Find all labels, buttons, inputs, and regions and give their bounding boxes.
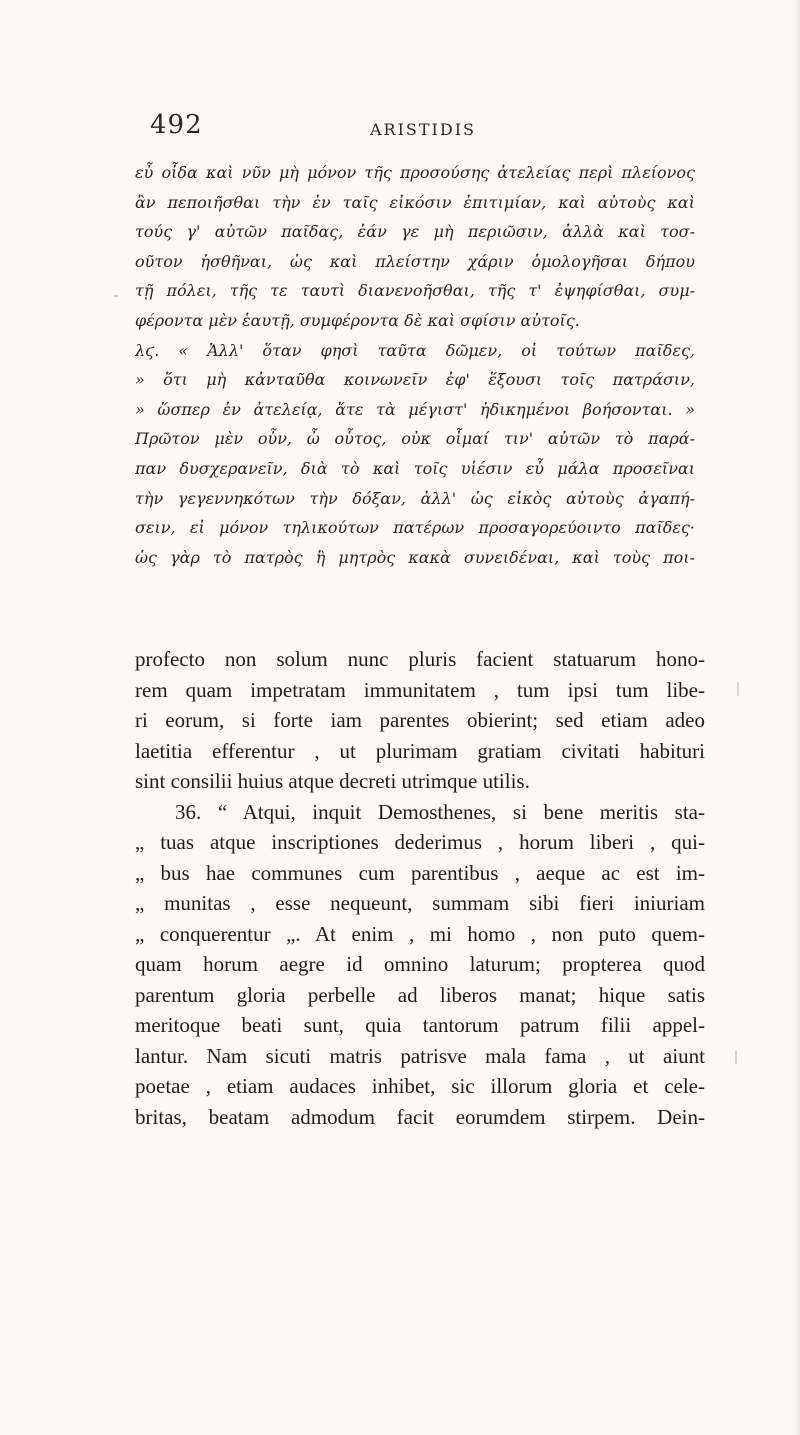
greek-line: φέροντα μὲν ἑαυτῇ, συμφέροντα δὲ καὶ σφίσιν αὐτοῖς. <box>135 310 580 330</box>
greek-line: ὡς γὰρ τὸ πατρὸς ἢ μητρὸς κακὰ συνειδέναι, καὶ τοὺς ποι- <box>135 547 695 567</box>
latin-text-block <box>135 644 705 1132</box>
latin-line: meritoque beati sunt, quia tantorum patrum filii appel- <box>135 1013 705 1037</box>
latin-line: sint consilii huius atque decreti utrimque utilis. <box>135 769 530 793</box>
greek-line: σειν, εἰ μόνον τηλικούτων πατέρων προσαγορεύοιντο παῖδες· <box>135 518 695 538</box>
greek-line: παν δυσχερανεῖν, διὰ τὸ καὶ τοῖς υἱέσιν εὖ μάλα προσεῖναι <box>135 458 695 478</box>
latin-line: parentum gloria perbelle ad liberos manat; hique satis <box>135 982 705 1007</box>
latin-line: laetitia efferentur , ut plurimam gratiam civitati habituri <box>135 738 705 763</box>
greek-line: τῇ πόλει, τῆς τε ταυτὶ διανενοῆσθαι, τῆς τ' ἐψηφίσθαι, συμ- <box>135 281 695 301</box>
page-number: 492 <box>150 110 203 140</box>
greek-line: τὴν γεγεννηκότων τὴν δόξαν, ἀλλ' ὡς εἰκὸς αὐτοὺς ἀγαπή- <box>135 488 695 508</box>
greek-line: οῦτον ἡσθῆναι, ὡς καὶ πλείστην χάριν ὁμολογῆσαι δήπου <box>135 251 695 271</box>
latin-line: „ bus hae communes cum parentibus , aeque ac est im- <box>135 860 705 885</box>
greek-line: λϛ. « Ἀλλ' ὅταν φησὶ ταῦτα δῶμεν, οἱ τούτων παῖδες, <box>135 340 695 360</box>
latin-line: quam horum aegre id omnino laturum; propterea quod <box>135 952 705 976</box>
greek-line: » ὥσπερ ἐν ἀτελείᾳ, ἅτε τὰ μέγιστ' ἠδικημένοι βοήσονται. » <box>135 399 695 419</box>
latin-line: britas, beatam admodum facit eorumdem stirpem. Dein- <box>135 1104 705 1129</box>
latin-line: 36. “ Atqui, inquit Demosthenes, si bene meritis sta- <box>175 799 705 824</box>
greek-line: εὖ οἶδα καὶ νῦν μὴ μόνον τῆς προσούσης ἀτελείας περὶ πλείονος <box>135 163 695 182</box>
greek-line: ἂν πεποιῆσθαι τὴν ἐν ταῖς εἰκόσιν ἐπιτιμίαν, καὶ αὐτοὺς καὶ <box>135 192 695 212</box>
latin-line: poetae , etiam audaces inhibet, sic illorum gloria et cele- <box>135 1074 705 1098</box>
latin-line: lantur. Nam sicuti matris patrisve mala fama , ut aiunt <box>135 1043 705 1068</box>
greek-line: » ὅτι μὴ κἀνταῦθα κοινωνεῖν ἐφ' ἕξουσι τοῖς πατράσιν, <box>135 370 695 390</box>
page-edge-shadow <box>794 0 800 1435</box>
page-header <box>150 110 690 150</box>
latin-line: profecto non solum nunc pluris facient statuarum hono- <box>135 647 705 671</box>
latin-line: „ munitas , esse nequeunt, summam sibi fieri iniuriam <box>135 891 705 915</box>
latin-line: ri eorum, si forte iam parentes obierint; sed etiam adeo <box>135 708 705 732</box>
running-head: ARISTIDIS <box>370 120 476 139</box>
latin-line: „ tuas atque inscriptiones dederimus , horum liberi , qui- <box>135 830 705 854</box>
latin-line: „ conquerentur „. At enim , mi homo , non puto quem- <box>135 921 705 946</box>
greek-line: Πρῶτον μὲν οὖν, ὦ οὗτος, οὐκ οἶμαί τιν' αὐτῶν τὸ παρά- <box>135 429 695 449</box>
greek-line: τούς γ' αὐτῶν παῖδας, ἐάν γε μὴ περιῶσιν, ἀλλὰ καὶ τοσ- <box>135 222 695 242</box>
latin-line: rem quam impetratam immunitatem , tum ipsi tum libe- <box>135 677 705 702</box>
greek-text-block <box>135 158 695 572</box>
